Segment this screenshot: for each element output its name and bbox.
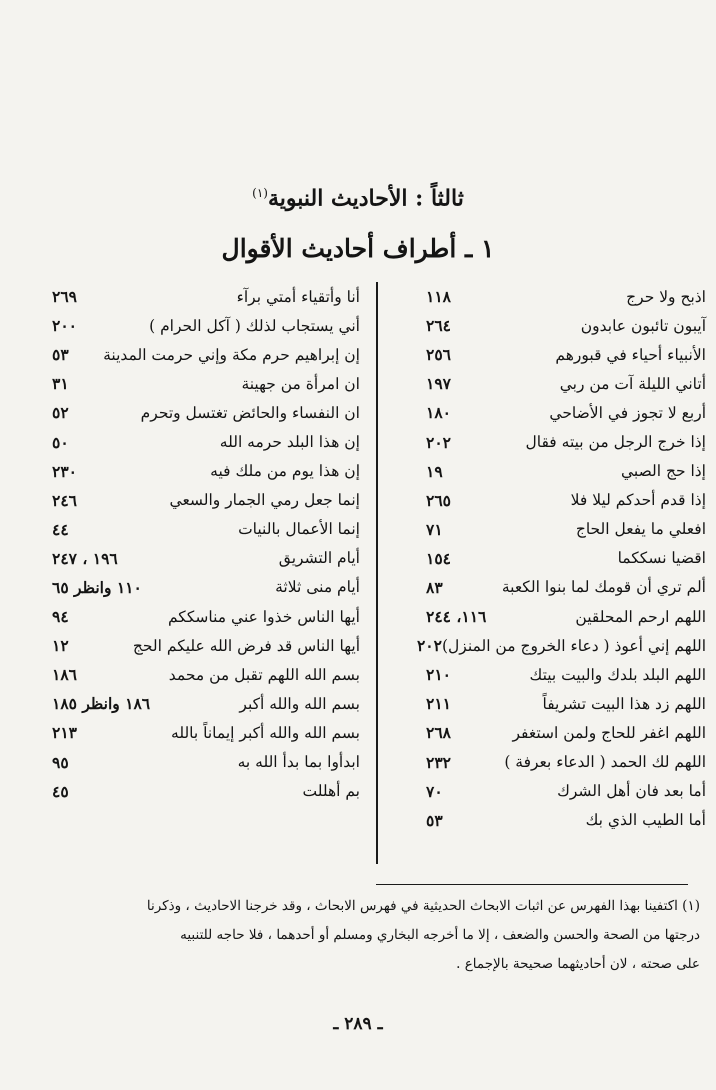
- entry-page-number: ١٩٧: [426, 374, 451, 394]
- section-subheading: ١ ـ أطراف أحاديث الأقوال: [221, 234, 495, 263]
- entry-page-number: ٧٠: [426, 781, 443, 801]
- index-entry: [52, 311, 360, 340]
- index-entry: [52, 398, 360, 427]
- entry-page-number: ١١٠ وانظر ٦٥: [52, 577, 142, 597]
- index-entry: [52, 660, 360, 689]
- entry-text: إن هذا يوم من ملك فيه: [210, 462, 360, 481]
- entry-page-number: ٤٥: [52, 781, 69, 801]
- index-entry: [398, 457, 706, 486]
- index-entry: [398, 660, 706, 689]
- entry-text: إن هذا البلد حرمه الله: [219, 433, 360, 452]
- entry-page-number: ١٥٤: [426, 548, 451, 568]
- entry-text: أيام منى ثلاثة: [275, 578, 360, 597]
- index-entry: [398, 486, 706, 515]
- entry-page-number: ٢٦٩: [52, 287, 77, 307]
- entry-text: اللهم إني أعوذ ( دعاء الخروج من المنزل): [441, 636, 706, 655]
- entry-page-number: ١١٦، ٢٤٤: [426, 607, 487, 627]
- index-entry: [52, 777, 360, 806]
- entry-text: اللهم لك الحمد ( الدعاء بعرفة ): [504, 753, 706, 772]
- index-entry: [52, 573, 360, 602]
- section-heading-text: ثالثاً : الأحاديث النبوية: [267, 185, 464, 212]
- entry-page-number: ١٨٦: [52, 665, 77, 685]
- entry-text: بسم الله والله أكبر إيماناً بالله: [171, 723, 360, 742]
- column-divider: [376, 282, 378, 864]
- entry-text: آيبون تائبون عابدون: [580, 316, 706, 335]
- entry-text: اللهم زد هذا البيت تشريفاً: [542, 694, 706, 713]
- index-entry: [52, 602, 360, 631]
- index-entry: [52, 689, 360, 718]
- entry-text: افعلي ما يفعل الحاج: [575, 520, 706, 539]
- entry-page-number: ٢٣٠: [52, 461, 77, 481]
- entry-text: ان النفساء والحائض تغتسل وتحرم: [140, 403, 360, 422]
- entry-text: الأنبياء أحياء في قبورهم: [555, 345, 706, 364]
- entry-text: ألم تري أن قومك لما بنوا الكعبة: [501, 578, 706, 597]
- entry-text: اقضيا نسككما: [617, 549, 706, 568]
- entry-page-number: ٢١٣: [52, 723, 77, 743]
- index-entry: [398, 515, 706, 544]
- index-entry: [398, 573, 706, 602]
- entry-text: أتاني الليلة آت من ربي: [559, 374, 706, 393]
- entry-text: أيام التشريق: [278, 549, 360, 568]
- footnote-marker: (١): [252, 186, 268, 200]
- footnote-line: على صحته ، لان أحاديثهما صحيحة بالإجماع .: [456, 956, 700, 972]
- entry-text: ابدأوا بما بدأ الله به: [237, 753, 360, 772]
- footnote-rule: [376, 884, 688, 885]
- index-entry: [398, 427, 706, 456]
- entry-text: اللهم البلد بلدك والبيت بيتك: [529, 665, 706, 684]
- entry-page-number: ٩٥: [52, 752, 69, 772]
- entry-text: أربع لا تجوز في الأضاحي: [549, 403, 706, 422]
- right-column: [398, 282, 706, 835]
- entry-page-number: ٢٦٨: [426, 723, 451, 743]
- footnote-line: درجتها من الصحة والحسن والضعف ، إلا ما أخرجه البخاري ومسلم أو أحدهما ، فلا حاجه للتنبيه: [180, 927, 700, 943]
- page-number: ـ ٢٨٩ ـ: [333, 1014, 383, 1034]
- index-entry: [398, 544, 706, 573]
- left-column: [52, 282, 360, 806]
- entry-text: أيها الناس خذوا عني مناسككم: [167, 607, 360, 626]
- index-entry: [52, 369, 360, 398]
- index-entry: [398, 311, 706, 340]
- index-entry: [52, 282, 360, 311]
- entry-page-number: ٥٣: [426, 810, 443, 830]
- index-entry: [52, 486, 360, 515]
- index-entry: [52, 427, 360, 456]
- entry-page-number: ٢٠٢: [426, 432, 451, 452]
- entry-page-number: ٥٠: [52, 432, 69, 452]
- entry-text: إنما الأعمال بالنيات: [238, 520, 360, 539]
- index-entry: [52, 515, 360, 544]
- entry-page-number: ٤٤: [52, 519, 69, 539]
- index-entry: [52, 718, 360, 747]
- index-entry: [398, 340, 706, 369]
- entry-page-number: ٨٣: [426, 577, 443, 597]
- entry-page-number: ٢٦٤: [426, 316, 451, 336]
- entry-page-number: ٢٠٢: [416, 636, 442, 656]
- entry-page-number: ٢٠٠: [52, 316, 77, 336]
- entry-text: اللهم ارحم المحلقين: [575, 607, 706, 626]
- index-entry: [398, 806, 706, 835]
- footnote: [40, 892, 700, 979]
- index-entry: [398, 602, 706, 631]
- entry-page-number: ٣١: [52, 374, 69, 394]
- entry-text: أيها الناس قد فرض الله عليكم الحج: [132, 636, 360, 655]
- entry-text: إذا حج الصبي: [620, 462, 706, 481]
- entry-text: أما بعد فان أهل الشرك: [557, 782, 706, 801]
- entry-text: أما الطيب الذي بك: [585, 811, 706, 830]
- entry-page-number: ١٩٦ ، ٢٤٧: [52, 548, 118, 568]
- entry-page-number: ٢١١: [426, 694, 451, 714]
- footnote-line: (١) اكتفينا بهذا الفهرس عن اثبات الابحاث الحديثية في فهرس الابحاث ، وقد خرجنا الاحاديث ، وذكرنا: [146, 898, 700, 914]
- entry-text: أني يستجاب لذلك ( آكل الحرام ): [149, 316, 360, 335]
- entry-text: إن إبراهيم حرم مكة وإني حرمت المدينة: [103, 345, 360, 364]
- index-entry: [398, 631, 706, 660]
- entry-page-number: ٧١: [426, 519, 443, 539]
- index-entry: [398, 398, 706, 427]
- index-entry: [398, 777, 706, 806]
- entry-page-number: ١٩: [426, 461, 443, 481]
- index-entry: [52, 748, 360, 777]
- index-entry: [52, 340, 360, 369]
- section-heading: [0, 178, 716, 213]
- entry-text: إذا قدم أحدكم ليلا فلا: [570, 491, 706, 510]
- entry-text: أنا وأتقياء أمتي برآء: [236, 287, 360, 306]
- index-entry: [398, 369, 706, 398]
- entry-text: إنما جعل رمي الجمار والسعي: [169, 491, 360, 510]
- entry-page-number: ١٨٠: [426, 403, 451, 423]
- entry-text: ان امرأة من جهينة: [241, 374, 360, 393]
- entry-page-number: ٥٣: [52, 345, 69, 365]
- entry-page-number: ٢٦٥: [426, 490, 451, 510]
- entry-text: بسم الله والله أكبر: [239, 694, 360, 713]
- index-entry: [52, 631, 360, 660]
- entry-page-number: ٩٤: [52, 607, 69, 627]
- index-entry: [398, 718, 706, 747]
- entry-page-number: ١٨٦ وانظر ١٨٥: [52, 694, 151, 714]
- entry-page-number: ١٢: [52, 636, 69, 656]
- entry-page-number: ٢٤٦: [52, 490, 77, 510]
- entry-text: بسم الله اللهم تقبل من محمد: [168, 665, 360, 684]
- entry-page-number: ٥٢: [52, 403, 69, 423]
- entry-page-number: ٢٥٦: [426, 345, 451, 365]
- index-entry: [398, 282, 706, 311]
- index-entry: [398, 748, 706, 777]
- index-entry: [52, 544, 360, 573]
- entry-text: بم أهللت: [302, 782, 360, 801]
- entry-page-number: ٢١٠: [426, 665, 451, 685]
- entry-text: اللهم اغفر للحاج ولمن استغفر: [512, 723, 706, 742]
- entry-page-number: ١١٨: [426, 287, 451, 307]
- index-entry: [398, 689, 706, 718]
- entry-text: اذبح ولا حرج: [626, 287, 706, 306]
- entry-text: إذا خرج الرجل من بيته فقال: [525, 433, 706, 452]
- entry-page-number: ٢٣٢: [426, 752, 451, 772]
- index-entry: [52, 457, 360, 486]
